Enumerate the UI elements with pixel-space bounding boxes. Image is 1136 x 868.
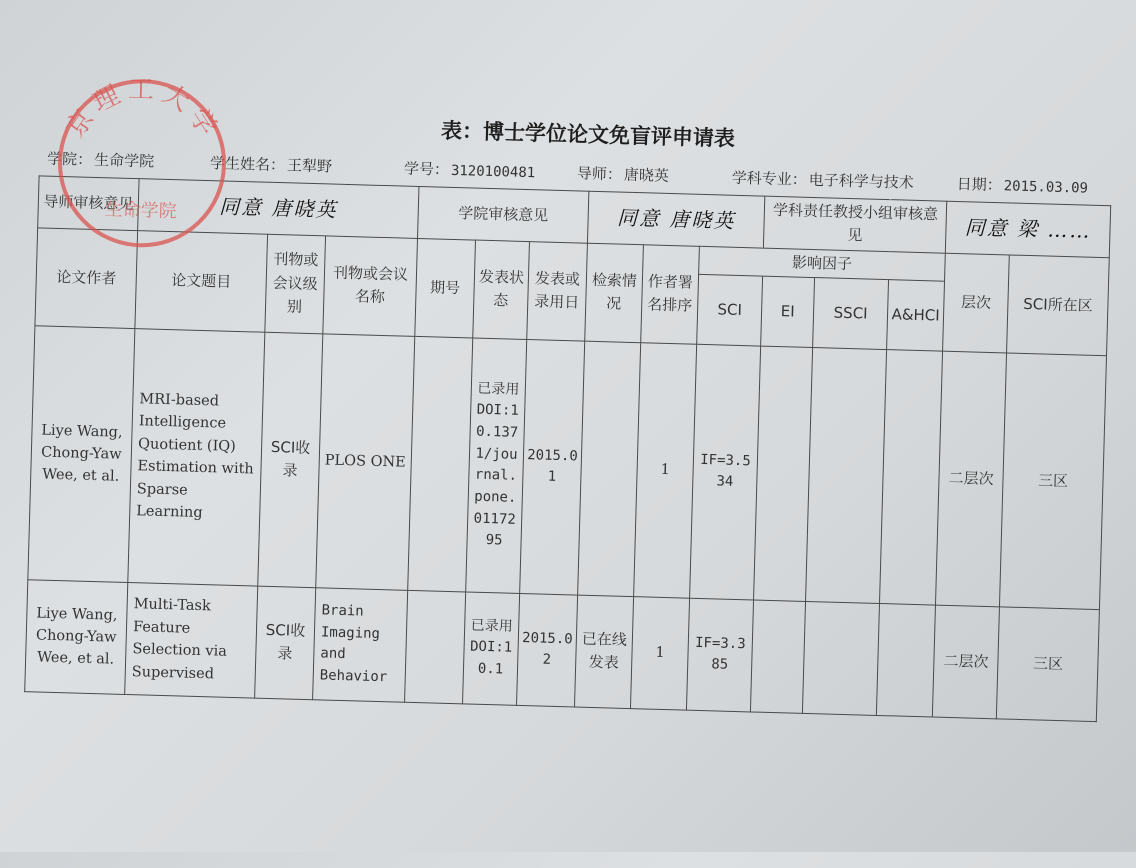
application-table <box>24 175 1111 722</box>
student-value: 王犁野 <box>286 156 333 176</box>
committee-review-label: 学科责任教授小组审核意见 <box>763 196 946 253</box>
row2-date: 2015.02 <box>517 593 578 707</box>
row2-author: Liye Wang, Chong-Yaw Wee, et al. <box>25 579 128 694</box>
row1-date: 2015.01 <box>520 339 585 595</box>
id-value: 3120100481 <box>450 162 536 182</box>
college-value: 生命学院 <box>93 150 155 171</box>
header-ssci: SSCI <box>813 277 889 349</box>
header-rank: 作者署名排序 <box>641 244 700 344</box>
header-sci: SCI <box>697 274 763 346</box>
row2-level: SCI收录 <box>255 586 316 700</box>
row1-search <box>578 341 641 596</box>
row1-sci: IF=3.534 <box>690 344 761 600</box>
row1-rank: 1 <box>634 342 697 597</box>
header-ei: EI <box>761 276 815 347</box>
row1-level: SCI收录 <box>258 332 323 588</box>
row2-zone: 三区 <box>996 607 1099 722</box>
header-issue: 期号 <box>415 238 476 338</box>
college-signature: 同意 唐晓英 <box>588 191 765 247</box>
row2-title: Multi-Task Feature Selection via Supervised <box>125 582 258 698</box>
row2-ssci <box>802 601 879 715</box>
advisor-signature: 同意 唐晓英 <box>138 179 419 238</box>
row1-status: 已录用DOI:10.1371/journal.pone.0117295 <box>466 338 527 593</box>
advisor-review-label: 导师审核意见 <box>38 176 139 230</box>
row1-tier: 二层次 <box>936 351 1007 607</box>
id-info: 学号：3120100481 <box>403 159 536 182</box>
header-author: 论文作者 <box>35 227 138 328</box>
row2-sci: IF=3.385 <box>687 598 754 712</box>
date-info: 日期：2015.03.09 <box>956 174 1089 197</box>
header-title: 论文题目 <box>135 230 268 332</box>
header-journal: 刊物或会议名称 <box>323 235 418 336</box>
major-info: 学科专业：电子科学与技术 <box>731 168 915 192</box>
row2-issue <box>405 590 466 704</box>
row2-status: 已录用DOI:10.1 <box>463 592 520 705</box>
row1-ssci <box>806 347 887 603</box>
advisor-value: 唐晓英 <box>623 165 670 185</box>
table-row <box>28 326 1107 610</box>
document-title: 表：博士学位论文免盲评申请表 <box>440 118 736 151</box>
row1-journal: PLOS ONE <box>316 334 415 590</box>
row1-issue <box>408 336 473 592</box>
row2-ei <box>750 600 805 713</box>
row2-search: 已在线发表 <box>575 595 634 709</box>
row1-author: Liye Wang, Chong-Yaw Wee, et al. <box>28 326 135 583</box>
college-review-label: 学院审核意见 <box>418 186 589 242</box>
stamp-arc-text: 京理工大学 <box>60 74 226 147</box>
header-date: 发表或录用日 <box>527 241 588 341</box>
row1-zone: 三区 <box>1000 353 1107 610</box>
header-impact: 影响因子 <box>699 246 946 281</box>
row2-rank: 1 <box>631 596 690 710</box>
row1-ei <box>754 346 813 601</box>
row1-ahci <box>880 349 943 604</box>
committee-signature: 同意 梁 …… <box>945 201 1110 257</box>
header-status: 发表状态 <box>473 240 530 340</box>
header-ahci: A&HCI <box>887 279 945 351</box>
header-level: 刊物或会议级别 <box>265 234 326 334</box>
header-search: 检索情况 <box>585 243 644 343</box>
advisor-info: 导师：唐晓英 <box>576 164 670 185</box>
row2-tier: 二层次 <box>932 605 999 719</box>
header-tier: 层次 <box>943 253 1010 353</box>
row2-journal: Brain Imaging and Behavior <box>313 587 408 702</box>
stamp-sub-text: 生命学院 <box>104 199 177 223</box>
student-info: 学生姓名：王犁野 <box>209 154 333 176</box>
row1-title: MRI-based Intelligence Quotient (IQ) Estimation with Sparse Learning <box>128 328 265 586</box>
major-value: 电子科学与技术 <box>808 170 915 192</box>
date-value: 2015.03.09 <box>1003 178 1089 197</box>
header-zone: SCI所在区 <box>1007 254 1110 355</box>
college-info: 学院：生命学院 <box>46 149 155 171</box>
row2-ahci <box>876 603 935 717</box>
